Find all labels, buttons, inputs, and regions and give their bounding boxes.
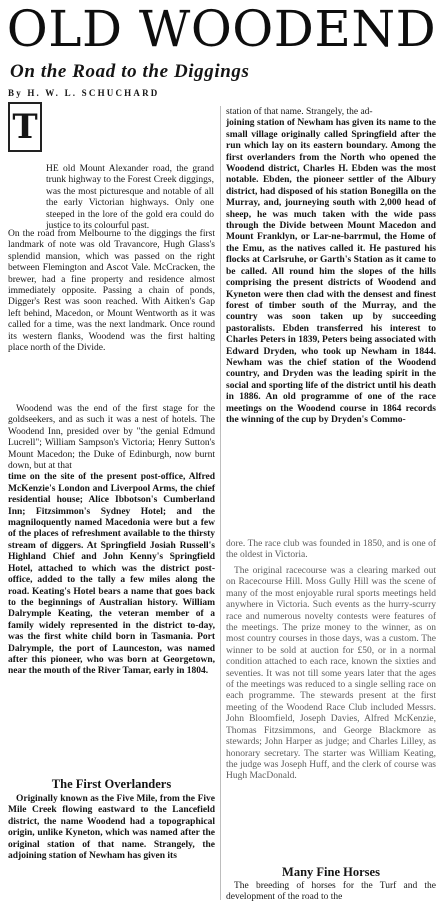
- col2-paragraph-2: dore. The race club was founded in 1850, and is one of the oldest in Victoria.: [226, 539, 436, 561]
- col2-paragraph-1-regular: station of that name. Strangely, the ad-: [226, 107, 373, 117]
- col2-paragraph-3: The original racecourse was a clearing marked out on Racecourse Hill. Moss Gully Hill was the scene of many of the most enjoyable rural sports meetings held anywhere in Victoria. Such events as the hurry-scurry race and numerous novelty contests were features of the meetings. The prize money to the winner, as on most country courses in those days, was a custom. The winner to be sold at auction for £50, or in a normal condition attached to each race, known the sixties and seventies. It was not till some years later that the ages of the meetings was reduced to a single selling race on each programme. The stewards present at the first meeting of the Woodend Race Club included Messrs. John Bloomfield, Joseph Davies, Alfred McKenzie, Thomas Fitzsimmons, and George Blackmore as stewards; John Harper as judge; and Charles Lilley, as honorary secretary. The starter was William Keating, the judge was Joseph Huff, and the clerk of course was Hugh MacDonald.: [226, 566, 436, 782]
- col2-paragraph-1: [226, 107, 436, 426]
- col1-paragraph-2-bold: time on the site of the present post-office, Alfred McKenzie's London and Liverpool Arms, the chief residential house; Alice Ibbotson's Cumberland Inn; Fitzsimmon's Sydney Hotel; and the magniloquently named Macedonia were but a few of the places of refreshment available to the thirsty stream of diggers. At Springfield Josiah Russell's Highland Chief and John Kenny's Springfield Hotel, attached to which was the district post-office, added to the tally a few miles along the road. Keating's Hotel bears a name that goes back to the beginnings of Australian history. William Dalrymple Keating, the veteran member of a family widely represented in the district to-day, was the first white child born in Tasmania. Port Dalrymple, the port of Launceston, was named after this pioneer, who was born at Georgetown, near the mouth of the River Tamar, early in 1804.: [8, 472, 215, 677]
- article-subtitle: On the Road to the Diggings: [10, 61, 250, 82]
- column-rule: [220, 106, 221, 900]
- section-head-first-overlanders: The First Overlanders: [51, 777, 172, 791]
- col1-paragraph-3: Originally known as the Five Mile, from the Five Mile Creek flowing eastward to the Lancefield district, the name Woodend had a topographical origin, unlike Kyneton, which was named after the original station of that name. Strangely, the adjoining station of Newham has given its: [8, 794, 215, 862]
- col1-paragraph-2-regular: Woodend was the end of the first stage for the goldseekers, and as such it was a nest of hotels. The Woodend Inn, presided over by "the genial Edmund Lucrell"; William Sampson's Victoria; Henry Sutton's Mount Macedon; the Duke of Edinburgh, now burnt down, but at that: [8, 404, 215, 472]
- article-byline: By H. W. L. SCHUCHARD: [8, 88, 160, 98]
- drop-cap-letter: T: [12, 107, 38, 147]
- section-head-many-fine-horses: Many Fine Horses: [282, 865, 380, 879]
- article-masthead: OLD WOODEND: [6, 0, 437, 58]
- col1-intro-text: HE old Mount Alexander road, the grand trunk highway to the Forest Creek diggings, was the most picturesque and notable of all the early Victorian highways. Only one steeped in the lore of the gold era could do justice to its colourful past.: [46, 164, 214, 232]
- col2-paragraph-1-bold: joining station of Newham has given its name to the small village originally called Springfield after the run which lay on its eastern boundary. Among the first overlanders from the North who opened the Woodend district, Charles H. Ebden was the most notable. Ebden, the pioneer settler of the Albury district, had disposed of his station Bonegilla on the Murray, and, journeying south with 2,000 head of sheep, he was much taken with the wide pass through the Divide between Mount Macedon and Mount Franklyn, or Lar-ne-barrmul, the Home of the Emu, as the natives called it. He pastured his flocks at Carlsruhe, or Garth's Station as it came to be called. All round him the slopes of the hills comprising the present districts of Woodend and Kyneton were then clad with the densest and finest forest of timber south of the Murray, and the country was soon taken up by succeeding pastoralists. Ebden transferred his interest to Charles Peters in 1839, Peters being associated with Edward Dryden, who took up Newham in 1844. Newham was the chief station of the Woodend country, and Dryden was the leading spirit in the social and sporting life of the district until his death in 1886. An old programme of one of the race meetings on the Woodend course in 1864 records the winning of the cup by Dryden's Commo-: [226, 118, 436, 425]
- drop-cap: [8, 102, 42, 152]
- col1-paragraph-1: On the road from Melbourne to the diggings the first landmark of note was old Travancore, Hugh Glass's splendid mansion, which was passed on the right between Flemington and Ascot Vale. McCracken, the brewer, had a fine property and residence almost immediately opposite. Passing a chain of ponds, Digger's Rest was soon reached. With Aitken's Gap left behind, Macedon, or Mount Wentworth as it was called for a time, was the next landmark. Once round its western flanks, Woodend was the first halting place north of the Divide.: [8, 229, 215, 354]
- col1-paragraph-2: [8, 404, 215, 678]
- col2-paragraph-4: The breeding of horses for the Turf and the development of the road to the: [226, 881, 436, 903]
